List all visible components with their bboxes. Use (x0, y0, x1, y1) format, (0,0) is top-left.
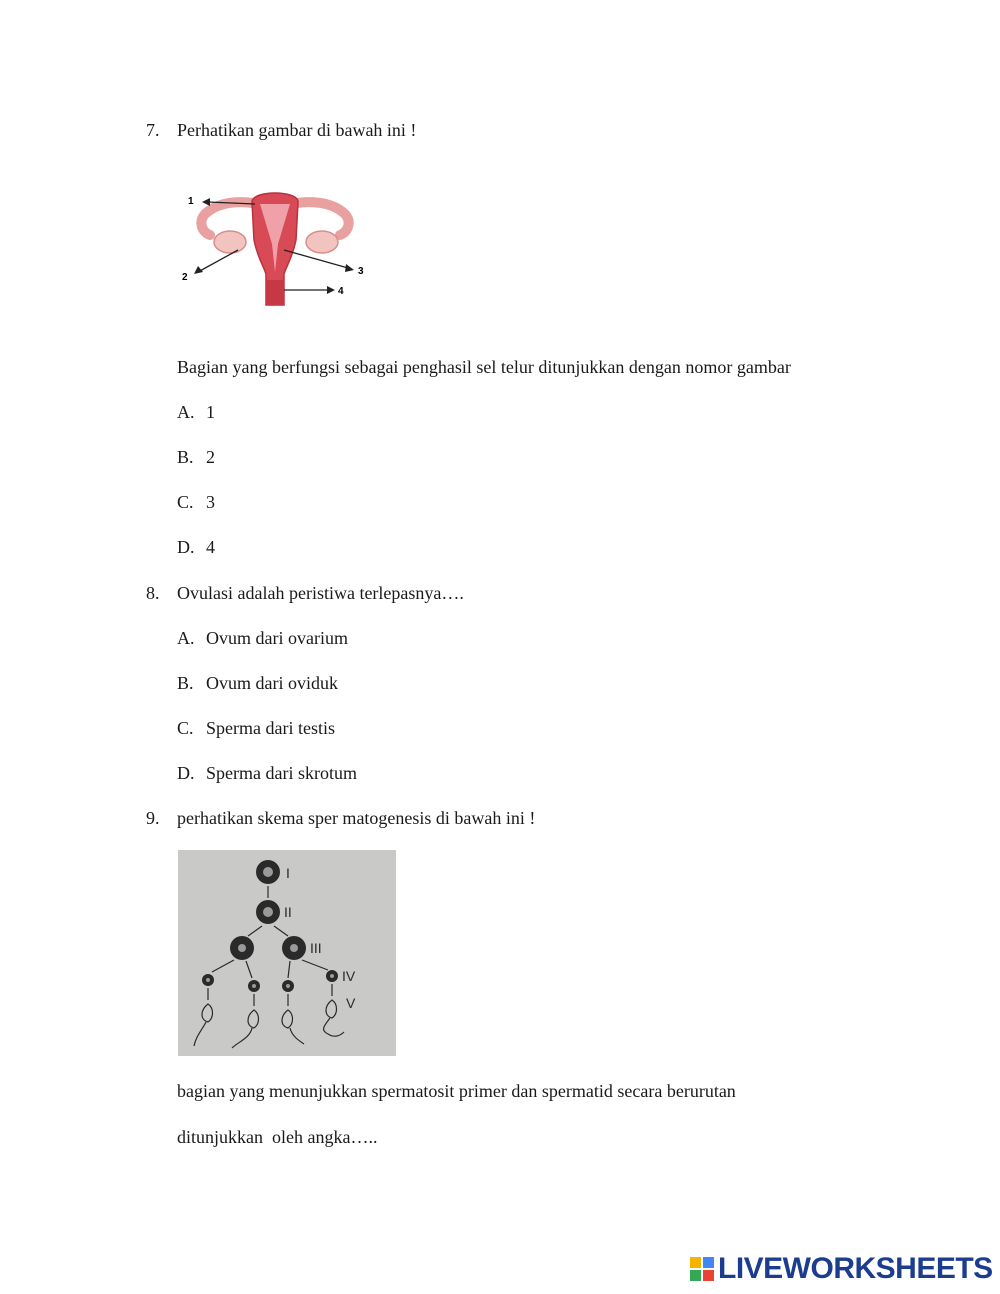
q8-option-d-letter: D. (177, 763, 195, 783)
q8-option-a[interactable]: Ovum dari ovarium (206, 628, 348, 648)
label-II: II (284, 904, 292, 920)
spermatogenesis-scheme (178, 850, 396, 1056)
q7-option-d-letter: D. (177, 537, 195, 557)
q7-option-d[interactable]: 4 (206, 537, 215, 557)
question-9-number: 9. (146, 808, 160, 828)
question-8-number: 8. (146, 583, 160, 603)
label-I: I (286, 865, 290, 881)
label-4: 4 (338, 286, 344, 297)
q7-option-b[interactable]: 2 (206, 447, 215, 467)
uterus-illustration (180, 180, 370, 310)
q7-option-a[interactable]: 1 (206, 402, 215, 422)
q7-option-c[interactable]: 3 (206, 492, 215, 512)
question-9-stem-line2: ditunjukkan oleh angka….. (177, 1127, 378, 1147)
label-3: 3 (358, 266, 364, 277)
q7-option-c-letter: C. (177, 492, 194, 512)
liveworksheets-logo-icon (690, 1257, 714, 1281)
q8-option-a-letter: A. (177, 628, 195, 648)
question-9-stem-line1: bagian yang menunjukkan spermatosit primer dan spermatid secara berurutan (177, 1081, 736, 1101)
q8-option-c[interactable]: Sperma dari testis (206, 718, 335, 738)
label-2: 2 (182, 272, 188, 283)
label-IV: IV (342, 968, 356, 984)
label-III: III (310, 940, 322, 956)
q7-option-a-letter: A. (177, 402, 195, 422)
q8-option-b-letter: B. (177, 673, 194, 693)
q8-option-d[interactable]: Sperma dari skrotum (206, 763, 357, 783)
label-1: 1 (188, 196, 194, 207)
brand-name: LIVEWORKSHEETS (718, 1252, 993, 1285)
question-7-stem: Bagian yang berfungsi sebagai penghasil sel telur ditunjukkan dengan nomor gambar (177, 357, 791, 377)
question-9-prompt: perhatikan skema sper matogenesis di bawah ini ! (177, 808, 536, 828)
q8-option-c-letter: C. (177, 718, 194, 738)
spermatogenesis-diagram (178, 850, 396, 1056)
label-V: V (346, 995, 356, 1011)
q7-option-b-letter: B. (177, 447, 194, 467)
question-7-prompt: Perhatikan gambar di bawah ini ! (177, 120, 417, 140)
uterus-diagram (180, 180, 370, 310)
question-7-number: 7. (146, 120, 160, 140)
q8-option-b[interactable]: Ovum dari oviduk (206, 673, 338, 693)
question-8-prompt: Ovulasi adalah peristiwa terlepasnya…. (177, 583, 464, 603)
liveworksheets-brand (690, 1254, 993, 1284)
